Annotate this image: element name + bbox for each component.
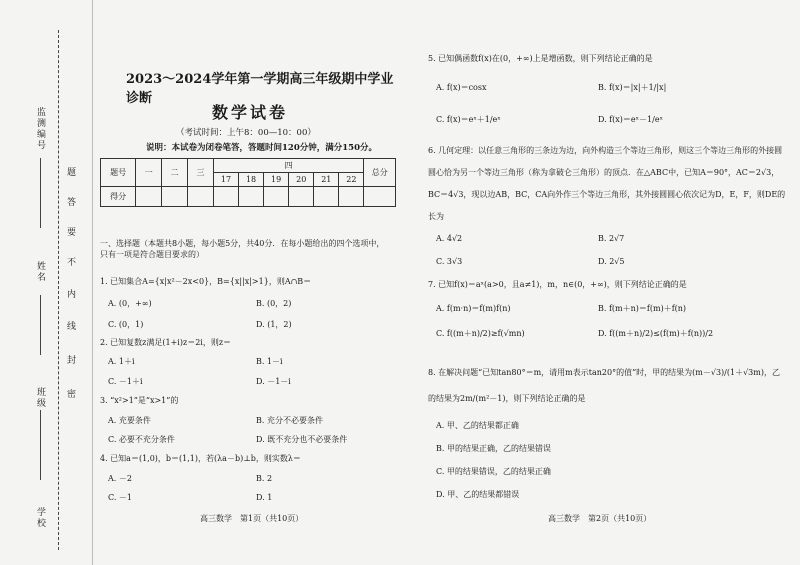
option-b: B. 充分不必要条件 bbox=[256, 416, 323, 425]
option-c: C. 必要不充分条件 bbox=[108, 435, 175, 444]
option-d: D. 1 bbox=[256, 493, 273, 502]
score-cell bbox=[136, 187, 162, 207]
score-cell bbox=[289, 187, 314, 207]
score-header: 题号 bbox=[101, 159, 136, 187]
question-stem: 1. 已知集合A={x|x²－2x<0}，B={x||x|>1}，则A∩B＝ bbox=[100, 277, 312, 286]
seal-char: 不 bbox=[66, 258, 76, 268]
seal-char: 密 bbox=[66, 390, 76, 400]
option-a: A. f(m·n)＝f(m)f(n) bbox=[436, 304, 511, 313]
score-cell bbox=[264, 187, 289, 207]
score-subheader: 20 bbox=[289, 173, 314, 187]
page-footer: 高三数学 第1页（共10页） bbox=[200, 514, 304, 523]
score-header: 二 bbox=[162, 159, 188, 187]
option-c: C. f((m＋n)/2)≥f(√mn) bbox=[436, 329, 525, 338]
blank-class bbox=[40, 410, 41, 480]
question-stem: 2. 已知复数z满足(1+i)z＝2i，则z＝ bbox=[100, 338, 232, 347]
option-c: C. 3√3 bbox=[436, 257, 463, 266]
binding-margin bbox=[0, 0, 93, 565]
score-header: 总分 bbox=[364, 159, 396, 187]
seal-char: 内 bbox=[66, 290, 76, 300]
blank-exam-id bbox=[40, 158, 41, 228]
option-c: C. (0，1) bbox=[108, 320, 144, 329]
score-subheader: 18 bbox=[239, 173, 264, 187]
page-one bbox=[96, 0, 396, 565]
exam-time: （考试时间：上午8：00—10：00） bbox=[176, 128, 316, 138]
page-footer: 高三数学 第2页（共10页） bbox=[548, 514, 652, 523]
option-c: C. 甲的结果错误，乙的结果正确 bbox=[436, 467, 551, 476]
exam-notice: 说明：本试卷为闭卷笔答，答题时间120分钟，满分150分。 bbox=[146, 143, 377, 153]
option-d: D. 甲、乙的结果都错误 bbox=[436, 490, 520, 499]
option-b: B. (0，2) bbox=[256, 299, 292, 308]
exam-title: 2023～2024学年第一学期高三年级期中学业诊断 bbox=[126, 72, 394, 106]
option-c: C. f(x)＝eˣ＋1/eˣ bbox=[436, 115, 501, 124]
option-b: B. f(m＋n)＝f(m)＋f(n) bbox=[598, 304, 687, 313]
score-header: 三 bbox=[188, 159, 214, 187]
option-a: A. 甲、乙的结果都正确 bbox=[436, 421, 519, 430]
option-d: D. 既不充分也不必要条件 bbox=[256, 435, 348, 444]
option-d: D. f((m＋n)/2)≤(f(m)＋f(n))/2 bbox=[598, 329, 714, 338]
score-cell bbox=[314, 187, 339, 207]
score-cell bbox=[239, 187, 264, 207]
score-cell bbox=[213, 187, 238, 207]
seal-char: 要 bbox=[66, 228, 76, 238]
page-two bbox=[428, 0, 788, 565]
option-d: D. 2√5 bbox=[598, 257, 625, 266]
section-intro: 一、选择题（本题共8小题，每小题5分，共40分．在每小题给出的四个选项中，只有一项是符合题目要求的） bbox=[100, 239, 385, 259]
label-name: 姓 名 bbox=[36, 262, 46, 283]
question-stem: 3. “x²>1”是“x>1”的 bbox=[100, 396, 179, 405]
score-row-label: 得分 bbox=[101, 187, 136, 207]
option-d: D. (1，2) bbox=[256, 320, 292, 329]
score-table bbox=[100, 158, 396, 207]
label-school: 学 校 bbox=[36, 508, 46, 529]
seal-line bbox=[58, 30, 59, 550]
score-cell bbox=[339, 187, 364, 207]
option-a: A. 充要条件 bbox=[108, 416, 151, 425]
score-header: 一 bbox=[136, 159, 162, 187]
score-cell bbox=[162, 187, 188, 207]
question-stem: 5. 已知偶函数f(x)在(0，+∞)上是增函数，则下列结论正确的是 bbox=[428, 54, 653, 63]
question-stem: 4. 已知a＝(1,0)，b＝(1,1)，若(λa－b)⊥b，则实数λ＝ bbox=[100, 454, 301, 463]
option-a: A. 1＋i bbox=[108, 357, 135, 366]
score-header: 四 bbox=[213, 159, 363, 173]
subject-title: 数学试卷 bbox=[212, 103, 289, 122]
question-stem: 7. 已知f(x)＝aˣ(a>0，且a≠1)，m，n∈(0，+∞)，则下列结论正确的是 bbox=[428, 280, 687, 289]
option-b: B. 2 bbox=[256, 474, 273, 483]
option-b: B. f(x)＝|x|＋1/|x| bbox=[598, 83, 667, 92]
seal-char: 答 bbox=[66, 198, 76, 208]
option-b: B. 2√7 bbox=[598, 234, 625, 243]
option-b: B. 甲的结果正确，乙的结果错误 bbox=[436, 444, 551, 453]
option-a: A. (0，+∞) bbox=[108, 299, 152, 308]
score-subheader: 21 bbox=[314, 173, 339, 187]
seal-char: 线 bbox=[66, 322, 76, 332]
score-subheader: 19 bbox=[264, 173, 289, 187]
option-a: A. f(x)＝cosx bbox=[436, 83, 487, 92]
option-a: A. －2 bbox=[108, 474, 132, 483]
seal-char: 封 bbox=[66, 356, 76, 366]
question-stem: 8. 在解决问题“已知tan80°＝m，请用m表示tan20°的值”时，甲的结果为(m－√3)/(1＋√3m)，乙的结果为2m/(m²－1)，则下列结论正确的是 bbox=[428, 368, 780, 403]
option-c: C. －1＋i bbox=[108, 377, 143, 386]
option-d: D. f(x)＝eˣ－1/eˣ bbox=[598, 115, 663, 124]
seal-char: 题 bbox=[66, 168, 76, 178]
score-cell bbox=[188, 187, 214, 207]
blank-name bbox=[40, 295, 41, 355]
option-a: A. 4√2 bbox=[436, 234, 463, 243]
question-stem: 6. 几何定理：以任意三角形的三条边为边，向外构造三个等边三角形，则这三个等边三角形的外接圆圆心恰为另一个等边三角形（称为拿破仑三角形）的顶点．在△ABC中，已知A＝90°，AC＝2√3，BC＝4√3，现以边AB，BC，CA向外作三个等边三角形，其外接圆圆心依次记为D，E，F，则DE的长为 bbox=[428, 146, 786, 221]
label-exam-id: 监测编号 bbox=[36, 108, 46, 151]
option-d: D. －1－i bbox=[256, 377, 291, 386]
score-subheader: 22 bbox=[339, 173, 364, 187]
label-class: 班 级 bbox=[36, 388, 46, 409]
option-b: B. 1－i bbox=[256, 357, 283, 366]
option-c: C. －1 bbox=[108, 493, 133, 502]
score-subheader: 17 bbox=[213, 173, 238, 187]
score-cell bbox=[364, 187, 396, 207]
